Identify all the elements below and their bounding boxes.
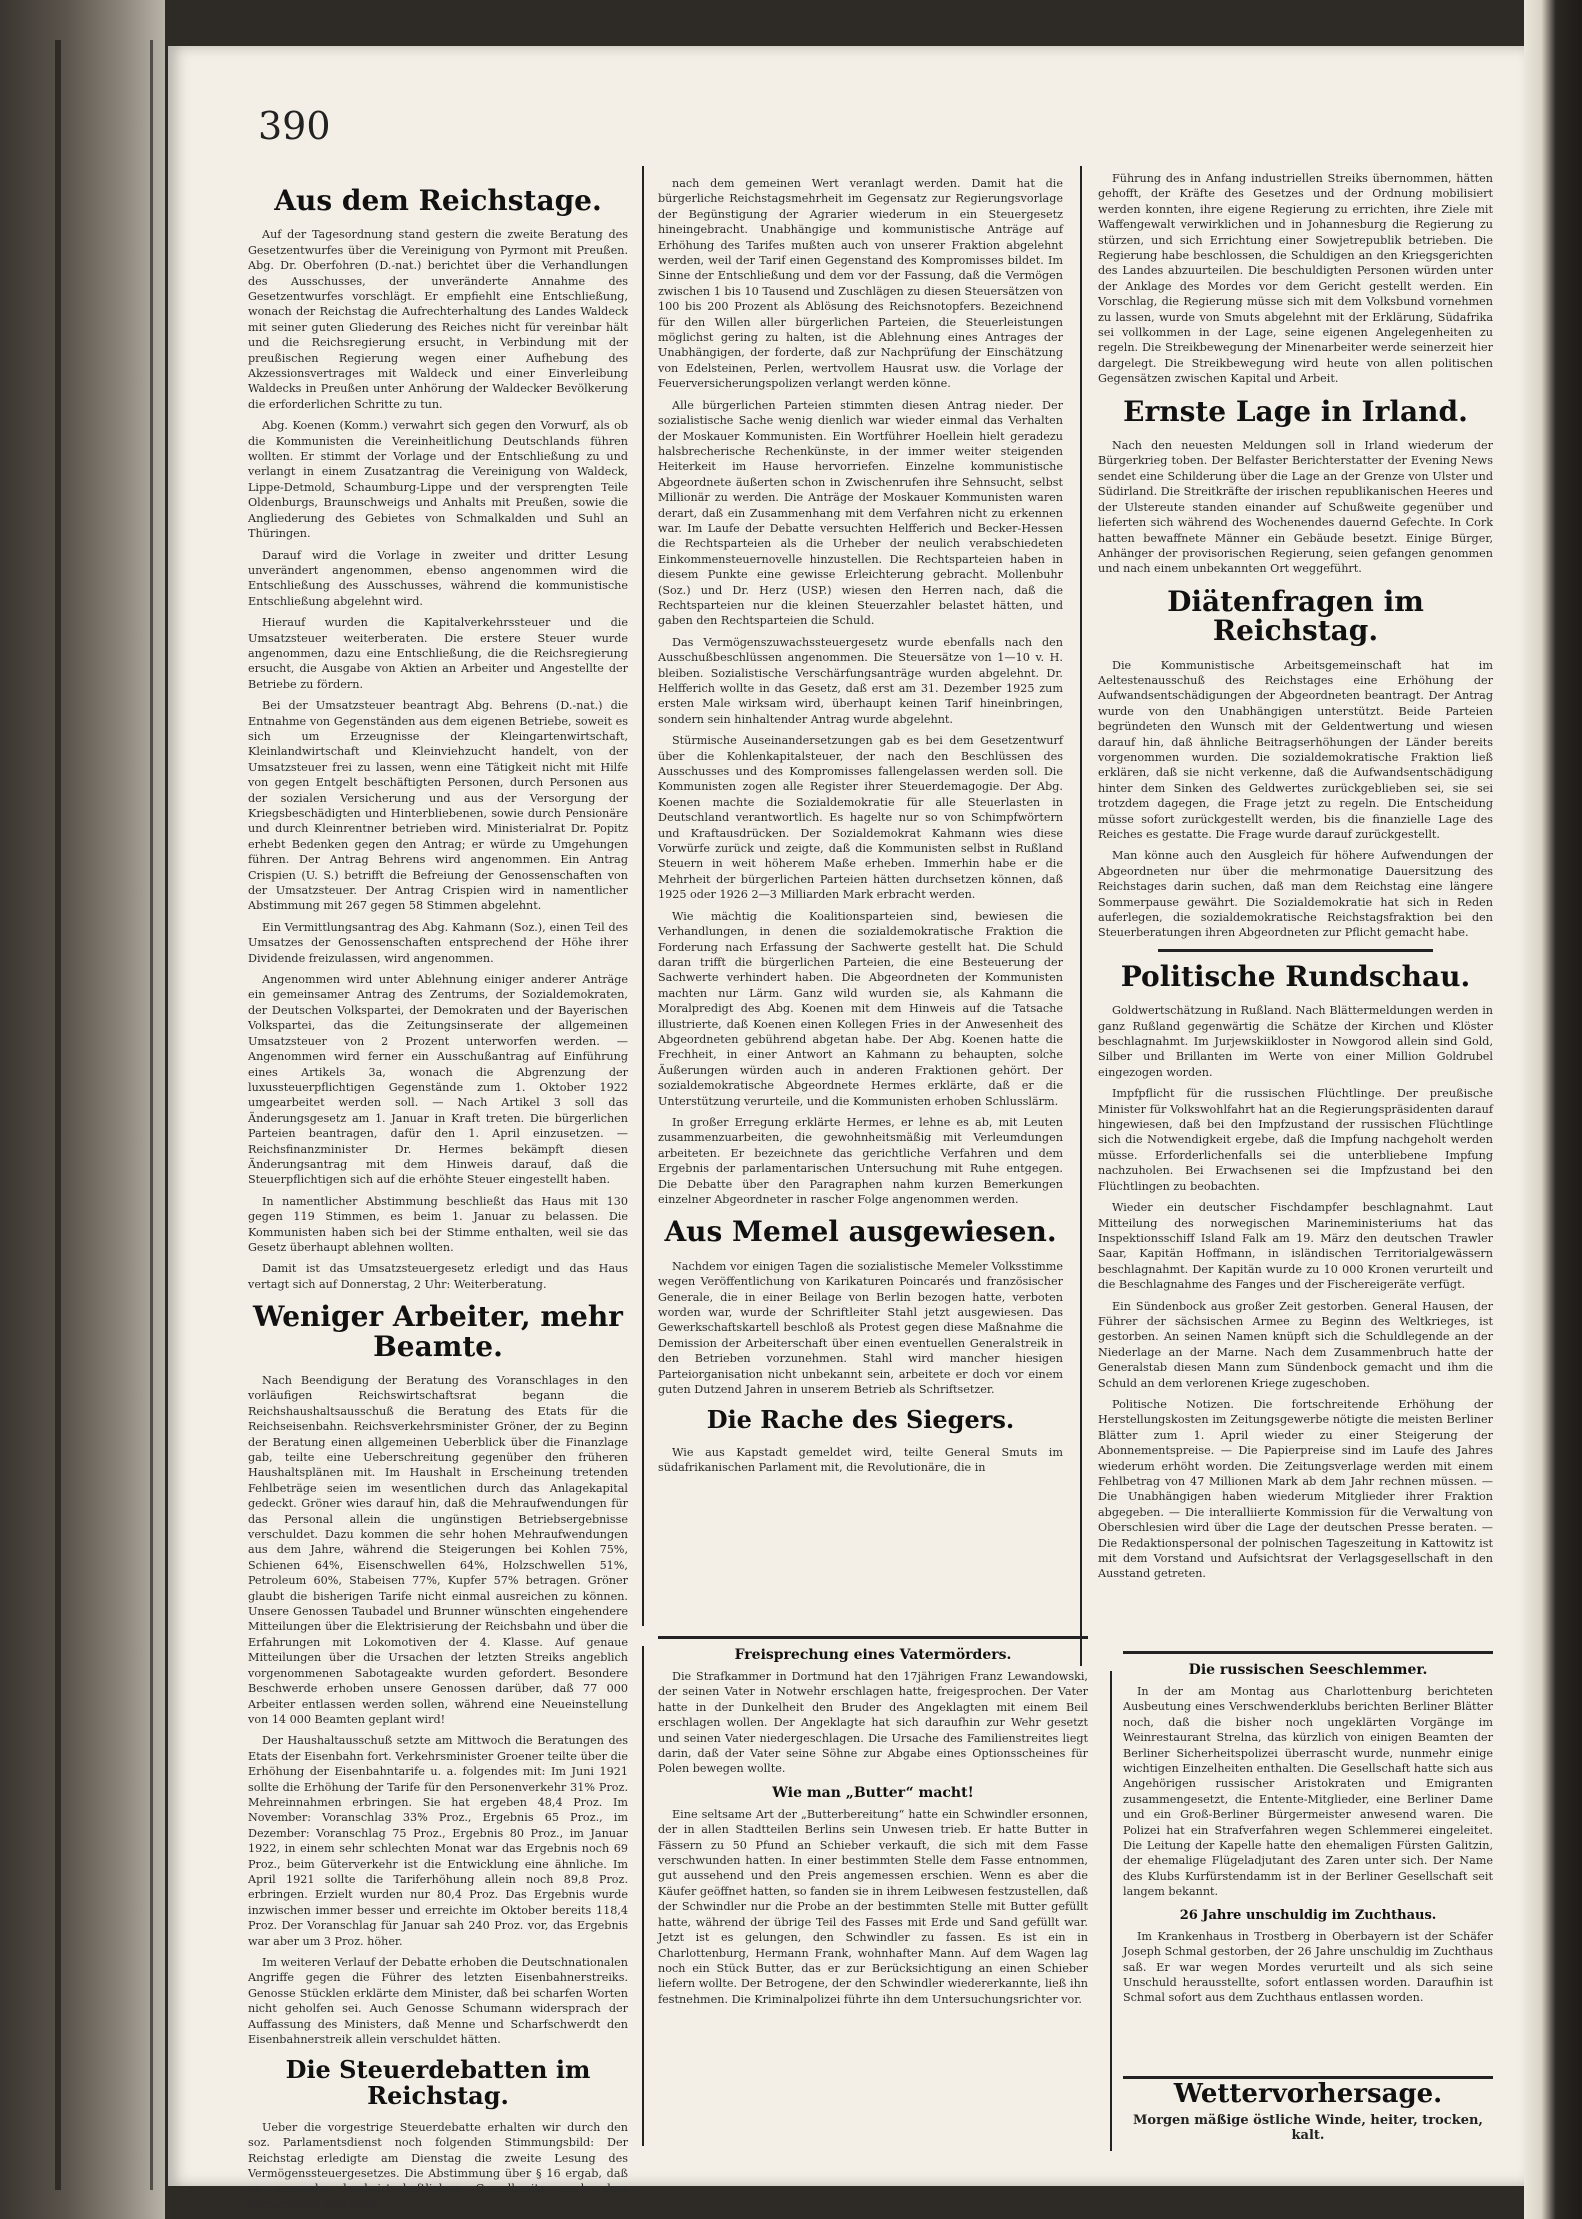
news-item: Goldwertschätzung in Rußland. Nach Blättermeldungen werden in ganz Rußland gegenwärtig die Schätze der Kirchen und Klöster beschlagnahmt. Im Jurjewskiikloster in Nowgorod allein sind Gold, Silber und Brillanten im Werte von einer Million Goldrubel eingezogen worden. bbox=[1098, 1004, 1493, 1079]
article-text: Nach Beendigung der Beratung des Voranschlages in den vorläufigen Reichswirtschaftsrat begann die Reichshaushaltsausschuß die Beratung des Etats für die Reichseisenbahn. Reichsverkehrsminister Gröner, der zu Beginn der Beratung einen allgemeinen Ueberblick über die Finanzlage gab, teilte eine Ueberschreitung gegenüber den früheren Haushaltsplänen mit. Im Haushalt in Erscheinung tretenden Fehlbeträge seien im wesentlichen durch das Anlagekapital gedeckt. Gröner wies darauf hin, daß die Mehraufwendungen für das Personal allein die ungünstigen Betriebsergebnisse verschuldet. Dazu kommen die sehr hohen Mehraufwendungen aus dem Jahre, während die Steigerungen bei Kohlen 75%, Schienen 64%, Eisenschwellen 64%, Holzschwellen 51%, Petroleum 60%, Stabeisen 77%, Kupfer 57% betragen. Gröner glaubt die bisherigen Tarife nicht einmal ausreichen zu können. Unsere Genossen Taubadel und Brunner wünschten eingehendere Mitteilungen über die Elektrisierung der Reichsbahn und über die Erfahrungen mit Lokomotiven der 4. Klasse. Auf genaue Mitteilungen über die Ursachen der letzten Streiks angeblich vorgenommenen Sabotageakte wurden gefordert. Besondere Beschwerde erhoben unsere Genossen darüber, daß 77 000 Arbeiter entlassen werden sollen, während eine Neueinstellung von 14 000 Beamten geplant wird! bbox=[248, 1373, 628, 1726]
article-text: Nachdem vor einigen Tagen die sozialistische Memeler Volksstimme wegen Veröffentlichung von Karikaturen Poincarés und französischer Generale, die in einer Beilage von Berlin bezogen hatte, verboten worden war, wurde der Schriftleiter Stahl jetzt ausgewiesen. Das Gewerkschaftskartell beschloß als Protest gegen diese Maßnahme die Demission der Arbeiterschaft über einen eventuellen Generalstreik in den Betrieben vorzunehmen. Stahl wird mancher hiesigen Parteiorganisation nicht unbekannt sein, arbeitete er doch vor einem guten Dutzend Jahren in unserem Betrieb als Schriftsetzer. bbox=[658, 1259, 1063, 1397]
article-text: Auf der Tagesordnung stand gestern die zweite Beratung des Gesetzentwurfes über die Vereinigung von Pyrmont mit Preußen. Abg. Dr. Oberfohren (D.-nat.) berichtet über die Verhandlungen des Ausschusses, der unveränderte Annahme des Gesetzentwurfes vorschlägt. Er empfiehlt eine Entschließung, wonach der Reichstag die Aufrechterhaltung des Landes Waldeck mit seiner guten Gliederung des Reiches nicht für vereinbar hält und die Reichsregierung ersucht, in Verbindung mit der preußischen Regierung wegen einer Aufhebung des Akzessionsvertrages mit Waldeck und einer Einverleibung Waldecks in Preußen unter Anhörung der Waldecker Bevölkerung die erforderlichen Schritte zu tun. bbox=[248, 228, 628, 411]
article-text: Angenommen wird unter Ablehnung einiger anderer Anträge ein gemeinsamer Antrag des Zentrums, der Sozialdemokraten, der Deutschen Volkspartei, der Demokraten und der Bayerischen Volkspartei, das die Zeitungsinserate der allgemeinen Umsatzsteuer von 2 Prozent unterworfen werden. — Angenommen wird ferner ein Ausschußantrag auf Einführung eines Artikels 3a, wonach die Abgrenzung der luxussteuerpflichtigen Gegenstände zum 1. Oktober 1922 umgearbeitet werden soll. — Nach Artikel 3 soll das Änderungsgesetz am 1. Januar in Kraft treten. Die bürgerlichen Parteien beantragen, dafür den 1. April einzusetzen. — Reichsfinanzminister Dr. Hermes bekämpft diesen Änderungsantrag mit dem Hinweis darauf, daß die Steuerpflichtigen sich auf die erhöhte Steuer eingestellt haben. bbox=[248, 973, 628, 1187]
news-item: Wieder ein deutscher Fischdampfer beschlagnahmt. Laut Mitteilung des norwegischen Marineministeriums hat das Inspektionsschiff Island Falk am 19. März den deutschen Trawler Saar, Kapitän Hoffmann, in isländischen Territorialgewässern beschlagnahmt. Der Kapitän wurde zu 10 000 Kronen verurteilt und die Beschlagnahme des Fanges und der Fischereigeräte verfügt. bbox=[1098, 1201, 1493, 1292]
article-text: Im weiteren Verlauf der Debatte erhoben die Deutschnationalen Angriffe gegen die Führer des letzten Eisenbahnerstreiks. Genosse Stücklen erklärte dem Minister, daß bei scharfen Worten nicht geholfen sei. Auch Genosse Schumann widersprach der Auffassung des Ministers, daß Menne und Scharfschwerdt den Eisenbahnerstreik allein verschuldet hätten. bbox=[248, 1956, 628, 2047]
boxed-article-vatermoerder bbox=[658, 1636, 1088, 2139]
sub-headline: 26 Jahre unschuldig im Zuchthaus. bbox=[1179, 1907, 1437, 1923]
binding-line bbox=[55, 40, 61, 2190]
article-text: Ueber die vorgestrige Steuerdebatte erhalten wir durch den soz. Parlamentsdienst noch folgenden Stimmungsbild: Der Reichstag erledigte am Dienstag die zweite Lesung des Vermögenssteuergesetzes. Die Abstimmung über § 16 ergab, daß es nunmehr landwirtschaftlichen Grundbesitz nach dem Ertragswert, und nicht bbox=[248, 2120, 628, 2211]
newspaper-page bbox=[168, 46, 1524, 2211]
page-edge bbox=[1524, 0, 1582, 2219]
article-text: Die Kommunistische Arbeitsgemeinschaft hat im Aeltestenausschuß des Reichstages eine Erhöhung der Aufwandsentschädigungen der Abgeordneten beantragt. Der Antrag wurde von den Unabhängigen unterstützt. Beide Parteien begründeten den Wunsch mit der Geldentwertung und wiesen darauf hin, daß ähnliche Beitragserhöhungen der Länder bereits vorgenommen wurden. Die sozialdemokratische Fraktion ließ erklären, daß sie nicht verkenne, daß die Aufwandsentschädigung hinter dem Sinken des Geldwertes zurückgeblieben sei, sie sei trotzdem dagegen, die Frage jetzt zu regeln. Die Entscheidung müsse sofort zurückgestellt werden, bis die finanzielle Lage des Reiches es gestatte. Die Frage wurde darauf zurückgestellt. bbox=[1098, 658, 1493, 841]
headline-diaeten: Diätenfragen im Reichstag. bbox=[1167, 584, 1424, 648]
column-rule bbox=[642, 166, 644, 1626]
page-number: 390 bbox=[258, 104, 331, 148]
binding-line bbox=[150, 40, 153, 2190]
headline-irland: Ernste Lage in Irland. bbox=[1123, 394, 1468, 428]
weather-headline: Wettervorhersage. bbox=[1173, 2079, 1443, 2109]
weather-text: Morgen mäßige östliche Winde, heiter, trocken, kalt. bbox=[1133, 2113, 1483, 2143]
article-text: Damit ist das Umsatzsteuergesetz erledigt und das Haus vertagt sich auf Donnerstag, 2 Uhr: Weiterberatung. bbox=[248, 1262, 628, 1291]
article-text: Abg. Koenen (Komm.) verwahrt sich gegen den Vorwurf, als ob die Kommunisten die Vereinheitlichung Deutschlands führen wollten. Er stimmt der Vorlage und der Entschließung zu und verlangt in einem Zusatzantrag die Vereinigung von Waldeck, Lippe-Detmold, Schaumburg-Lippe und der versprengten Teile Oldenburgs, Braunschweigs und Anhalts mit Preußen, sowie die Angliederung des Gebietes von Schmalkalden und Suhl an Thüringen. bbox=[248, 419, 628, 541]
column-rule bbox=[642, 1646, 644, 2146]
news-item: Impfpflicht für die russischen Flüchtlinge. Der preußische Minister für Volkswohlfahrt hat an die Regierungspräsidenten darauf hingewiesen, daß bei den Impfzustand der russischen Flüchtlinge sich die Notwendigkeit ergebe, daß die Impfung nachgeholt werden müsse. Erforderlichenfalls sei die unterbliebene Impfung nachzuholen. Bei Erwachsenen sei die Impfzustand bei den Flüchtlingen zu beobachten. bbox=[1098, 1087, 1493, 1193]
boxed-headline: Freisprechung eines Vatermörders. bbox=[734, 1647, 1012, 1663]
article-text: Führung des in Anfang industriellen Streiks übernommen, hätten gehofft, der Kräfte des Gesetzes und der Ordnung mobilisiert werden konnten, ihre eigene Regierung zu errichten, ihre Ziele mit Waffengewalt verwirklichen und in Johannesburg die Regierung zu stürzen, und sich Errichtung einer Sowjetrepublik betrieben. Die Regierung habe beschlossen, die Schuldigen an den Kriegsgerichten des Landes abzuurteilen. Die beschuldigten Personen würden unter der Anklage des Mordes vor dem Gericht gestellt werden. Ein Vorschlag, die Regierung müsse sich mit dem Volksbund vornehmen zu lassen, wurde von Smuts abgelehnt mit der Erklärung, Südafrika sei vollkommen in der Lage, seine eigenen Angelegenheiten zu regeln. Die Streikbewegung der Minenarbeiter werde seinerzeit hier dargelegt. Die Streikbewegung wird heute von allen politischen Gegensätzen zwischen Kapital und Arbeit. bbox=[1098, 172, 1493, 386]
article-text: In namentlicher Abstimmung beschließt das Haus mit 130 gegen 119 Stimmen, es beim 1. Januar zu belassen. Die Kommunisten haben sich bei der Stimme enthalten, weil sie das Gesetz überhaupt ablehnen wollten. bbox=[248, 1194, 628, 1254]
boxed-article-seeschlemmer bbox=[1123, 1651, 1493, 2034]
article-text: Eine seltsame Art der „Butterbereitung“ hatte ein Schwindler ersonnen, der in allen Stadtteilen Berlins sein Unwesen trieb. Er hatte Butter in Fässern zu 50 Pfund an Schieber verkauft, die sich mit dem Fasse verschwunden hatten. In einer bestimmten Stelle dem Fasse entnommen, gut aussehend und den Preis angemessen erschien. Wenn es aber die Käufer geöffnet hatten, so fanden sie in ihrem Leibwesen festzustellen, daß der Schwindler nur die Probe an der bestimmten Stelle mit Butter gefüllt hatte, während der übrige Teil des Fasses mit Erde und Sand gefüllt war. Jetzt ist es gelungen, den Schwindler zu fassen. Es ist ein in Charlottenburg, Hermann Frank, wohnhafter Mann. Auf dem Wagen lag noch ein Stück Butter, das er zur Berücksichtigung an einen Schieber liefern wollte. Der Betrogene, der den Schwindler wiedererkannte, ließ ihn festnehmen. Die Kriminalpolizei führte ihn dem Untersuchungsrichter vor. bbox=[658, 1807, 1088, 2006]
article-text: Hierauf wurden die Kapitalverkehrssteuer und die Umsatzsteuer weiterberaten. Die erstere Steuer wurde angenommen, dazu eine Entschließung, die die Reichsregierung ersucht, die Ausgabe von Aktien an Arbeiter und Angestellte der Betriebe zu fördern. bbox=[248, 616, 628, 691]
article-text: In der am Montag aus Charlottenburg berichteten Ausbeutung eines Verschwenderklubs berichten Berliner Blätter noch, daß die bisher noch ungeklärten Vorgänge im Weinrestaurant Strelna, das kürzlich von einigen Beamten der Berliner Sicherheitspolizei überrascht wurde, nunmehr einige wichtigen Einzelheiten enthalten. Die Gesellschaft hatte sich aus Angehörigen russischer Aristokraten und Emigranten zusammengesetzt, die Entente-Mitglieder, eine Berliner Dame und ein Groß-Berliner Bürgermeister anwesend waren. Die Polizei hat ein Strafverfahren wegen Schlemmerei eingeleitet. Die Leitung der Kapelle hatte den ehemaligen Fürsten Galitzin, der ehemalige Flügeladjutant des Zaren unter sich. Der Name des Klubs Kurfürstendamm ist in der Berliner Gesellschaft seit langem bekannt. bbox=[1123, 1685, 1493, 1899]
boxed-headline: Wie man „Butter“ macht! bbox=[772, 1784, 974, 1801]
headline-memel: Aus Memel ausgewiesen. bbox=[664, 1215, 1057, 1249]
article-text: Stürmische Auseinandersetzungen gab es bei dem Gesetzentwurf über die Kohlenkapitalsteuer, der nach den Beschlüssen des Ausschusses und des Kompromisses fallengelassen werden soll. Die Kommunisten zogen alle Register ihrer Steuerdemagogie. Der Abg. Koenen machte die Sozialdemokratie für alle Steuerlasten in Deutschland verantwortlich. Es hagelte nur so von Schimpfwörtern und Kraftausdrücken. Der Sozialdemokrat Kahmann wies diese Vorwürfe zurück und zeigte, daß die Kommunisten selbst in Rußland Steuern in weit höherem Maße erheben. Immerhin habe er die Mehrheit der bürgerlichen Parteien hätten durchsetzen können, daß 1925 oder 1926 2—3 Milliarden Mark erbracht werden. bbox=[658, 734, 1063, 902]
headline-rache: Die Rache des Siegers. bbox=[706, 1405, 1015, 1435]
column-rule bbox=[1110, 1671, 1112, 2151]
headline-steuerdebatten: Die Steuerdebatten im Reichstag. bbox=[285, 2055, 591, 2110]
article-text: Im Krankenhaus in Trostberg in Oberbayern ist der Schäfer Joseph Schmal gestorben, der 26 Jahre unschuldig im Zuchthaus saß. Er war wegen Mordes verurteilt und als sich seine Unschuld herausstellte, sofort entlassen worden. Daraufhin ist Schmal sofort aus dem Zuchthaus entlassen worden. bbox=[1123, 1929, 1493, 2005]
weather-forecast bbox=[1123, 2076, 1493, 2174]
column-rule bbox=[1080, 166, 1082, 1666]
book-binding bbox=[0, 0, 165, 2219]
headline-rundschau: Politische Rundschau. bbox=[1120, 959, 1471, 993]
news-item: Politische Notizen. Die fortschreitende Erhöhung der Herstellungskosten im Zeitungsgewerbe nötigte die meisten Berliner Blätter zum 1. April wieder zu einer Steigerung der Abonnementspreise. — Die Papierpreise sind im Laufe des Jahres wiederum erhöht worden. Die Zeitungsverlage werden mit einem Fehlbetrag von 47 Millionen Mark ab dem Jahr rechnen müssen. — Die Unabhängigen haben wiederum Mitglieder ihrer Fraktion abgegeben. — Die interalliierte Kommission für die Verwaltung von Oberschlesien wird über die Lage der deutschen Presse beraten. — Die Redaktionspersonal der polnischen Tageszeitung in Kattowitz ist mit dem Vorstand und Aufsichtsrat der Verlagsgesellschaft in den Ausstand getreten. bbox=[1098, 1397, 1493, 1581]
article-text: Man könne auch den Ausgleich für höhere Aufwendungen der Abgeordneten nur über die mehrmonatige Dauersitzung des Reichstages darin suchen, daß man dem Reichstag eine längere Sommerpause gewährt. Die Sozialdemokratie hat sich in Reden auferlegen, die sozialdemokratische Reichstagsfraktion bei den Steuerberatungen ihren Abgeordneten zur Pflicht gemacht habe. bbox=[1098, 849, 1493, 940]
column-3 bbox=[1098, 171, 1493, 1631]
article-text: Der Haushaltausschuß setzte am Mittwoch die Beratungen des Etats der Eisenbahn fort. Verkehrsminister Groener teilte über die Erhöhung der Eisenbahntarife u. a. folgendes mit: Im Juni 1921 sollte die Erhöhung der Tarife für den Personenverkehr 31% Proz. Mehreinnahmen erbringen. Sie hat ergeben 48,4 Proz. Im November: Voranschlag 33% Proz., Ergebnis 65 Proz., im Dezember: Voranschlag 75 Proz., Ergebnis 80 Proz., im Januar 1922, in einem sehr schlechten Monat war das Ergebnis noch 69 Proz., beim Güterverkehr ist die Entwicklung eine ähnliche. Im April 1921 sollte die Tariferhöhung allein noch 89,8 Proz. erbringen. Erzielt wurden nur 80,4 Proz. Das Ergebnis wurde inzwischen immer besser und erreichte im Oktober bereits 118,4 Proz. Der Voranschlag für Januar sah 240 Proz. vor, das Ergebnis war aber um 3 Proz. höher. bbox=[248, 1734, 628, 1948]
article-text: Bei der Umsatzsteuer beantragt Abg. Behrens (D.-nat.) die Entnahme von Gegenständen aus dem eigenen Betriebe, soweit es sich um Erzeugnisse der Kleingartenwirtschaft, Kleinlandwirtschaft und Kleinviehzucht handelt, von der Umsatzsteuer frei zu lassen, wenn eine Tätigkeit nicht mit Hilfe von gegen Entgelt beschäftigten Personen, durch Personen aus der sozialen Versicherung und aus der Versorgung der Kriegsbeschädigten und Hinterbliebenen, sowie durch Pensionäre und durch Kleinrentner betrieben wird. Ministerialrat Dr. Popitz erhebt Bedenken gegen den Antrag; er würde zu Umgehungen führen. Der Antrag Behrens wird angenommen. Ein Antrag Crispien (U. S.) betrifft die Befreiung der Genossenschaften von der Umsatzsteuer. Der Antrag Crispien wird in namentlicher Abstimmung mit 267 gegen 58 Stimmen abgelehnt. bbox=[248, 699, 628, 913]
column-2 bbox=[658, 176, 1063, 1646]
article-text: Nach den neuesten Meldungen soll in Irland wiederum der Bürgerkrieg toben. Der Belfaster Berichterstatter der Evening News sendet eine Schilderung über die Lage an der Grenze von Ulster und Südirland. Die Streitkräfte der irischen republikanischen Heeres und der Ulstereute standen einander auf Schußweite gegenüber und lieferten sich während des Wochenendes dauernd Gefechte. In Cork hatten bewaffnete Männer ein Gebäude besetzt. Einige Bürger, Anhänger der provisorischen Regierung, seien gefangen genommen und nach einem unbekannten Ort weggeführt. bbox=[1098, 439, 1493, 576]
article-text: Das Vermögenszuwachssteuergesetz wurde ebenfalls nach den Ausschußbeschlüssen angenommen. Die Steuersätze von 1—10 v. H. bleiben. Sozialistische Verschärfungsanträge wurden abgelehnt. Dr. Helfferich wollte in das Gesetz, daß erst am 31. Dezember 1925 zum ersten Male wirksam wird, überhaupt keinen Tarif hineinbringen, sondern sein hinhaltender Antrag wurde abgelehnt. bbox=[658, 635, 1063, 726]
headline-reichstag: Aus dem Reichstage. bbox=[274, 184, 602, 217]
boxed-headline: Die russischen Seeschlemmer. bbox=[1188, 1662, 1428, 1678]
article-text: Alle bürgerlichen Parteien stimmten diesen Antrag nieder. Der sozialistische Sache wenig dienlich war wieder einmal das Verhalten der Moskauer Kommunisten. Ein Wortführer Hoellein hielt geradezu halsbrecherische Rechenkünste, in der immer weiter steigenden Heiterkeit im Hause hervorriefen. Einzelne kommunistische Abgeordnete äußerten schon in Zwischenrufen ihre Sehnsucht, selbst Millionär zu werden. Die Anträge der Moskauer Kommunisten waren derart, daß ein Zusammenhang mit dem Verfahren nicht zu erkennen war. Im Laufe der Debatte versuchten Helfferich und Becker-Hessen die Rechtsparteien als die Urheber der neulich verabschiedeten Einkommensteuernovelle hinzustellen. Die Rechtsparteien haben in diesem Punkte eine gewisse Erleichterung gebracht. Mollenbuhr (Soz.) und Dr. Herz (USP.) wiesen den Herren nach, daß die Rechtsparteien nur die kleinen Steuerzahler belastet hätten, und gaben den Rechtsparteien die Schuld. bbox=[658, 398, 1063, 628]
article-text: Darauf wird die Vorlage in zweiter und dritter Lesung unverändert angenommen, ebenso angenommen wird die Entschließung des Ausschusses, während die kommunistische Entschließung abgelehnt wird. bbox=[248, 548, 628, 608]
column-1 bbox=[248, 176, 628, 2211]
news-item: Ein Sündenbock aus großer Zeit gestorben. General Hausen, der Führer der sächsischen Armee zu Beginn des Weltkrieges, ist gestorben. An seinen Namen knüpft sich die Schuldlegende an der Niederlage an der Marne. Nach dem Zusammenbruch hatte der Generalstab diesen Mann zum Sündenbock gemacht und ihm die Schuld an dem verlorenen Kriege zugeschoben. bbox=[1098, 1299, 1493, 1390]
article-text: Die Strafkammer in Dortmund hat den 17jährigen Franz Lewandowski, der seinen Vater in Notwehr erschlagen hatte, freigesprochen. Der Vater hatte in der Dunkelheit den Bruder des Angeklagten mit einem Beil erschlagen wollen. Der Angeklagte hat sich daraufhin zur Wehr gesetzt und seinen Vater niedergeschlagen. Die Ursache des Familienstreites liegt darin, daß der Vater seine Söhne zur Abgabe eines Optionsscheines für Polen bewegen wollte. bbox=[658, 1670, 1088, 1776]
article-text: In großer Erregung erklärte Hermes, er lehne es ab, mit Leuten zusammenzuarbeiten, die gewohnheitsmäßig mit Verleumdungen arbeiteten. Er bezeichnete das gerichtliche Verfahren und dem Ergebnis der parlamentarischen Untersuchung mit Ruhe entgegen. Die Debatte über den Paragraphen nahm kurzen Bemerkungen einzelner Abgeordneter in rascher Folge angenommen werden. bbox=[658, 1115, 1063, 1206]
article-text: Ein Vermittlungsantrag des Abg. Kahmann (Soz.), einen Teil des Umsatzes der Genossenschaften entsprechend der Höhe ihrer Dividende freizulassen, wird angenommen. bbox=[248, 920, 628, 965]
article-text: Wie mächtig die Koalitionsparteien sind, bewiesen die Verhandlungen, in denen die sozialdemokratische Fraktion die Forderung nach Erfassung der Sachwerte gestellt hat. Die Schuld daran trifft die bürgerlichen Parteien, die eine Besteuerung der Sachwerte verhindert haben. Die Abgeordneten der Kommunisten machten nur Lärm. Ganz wild wurden sie, als Kahmann die Moralpredigt des Abg. Koenen mit dem Hinweis auf die Tatsache illustrierte, daß Koenen einen Kollegen Fries in der Anwesenheit des Abgeordneten gebührend abgetan habe. Der Abg. Koenen hatte die Frechheit, in einer Antwort an Kahmann zu behaupten, solche Äußerungen würden auch in anderen Fraktionen gehört. Der sozialdemokratische Abgeordnete Hermes erklärte, daß er die Unterstützung verurteile, und die Kommunisten erhoben Schlusslärm. bbox=[658, 909, 1063, 1108]
section-rule bbox=[1158, 949, 1433, 952]
article-text: nach dem gemeinen Wert veranlagt werden. Damit hat die bürgerliche Reichstagsmehrheit im Gegensatz zur Regierungsvorlage der Begünstigung der Agrarier wiederum in ein Steuergesetz hineingebracht. Unabhängige und kommunistische Anträge auf Erhöhung des Tarifes mußten auch von unserer Fraktion abgelehnt werden, weil der Tarif einen Gegenstand des Kompromisses bildet. Im Sinne der Entschließung und dem vor der Fassung, daß die Vermögen zwischen 1 bis 10 Tausend und Zuschlägen zu diesen Steuersätzen von 100 bis 200 Prozent als Ablösung des Reichsnotopfers. Bezeichnend für den Willen aller bürgerlichen Parteien, die Steuerleistungen möglichst gering zu halten, ist die Ablehnung eines Antrages der Unabhängigen, der forderte, daß zur Nachprüfung der Einschätzung von Edelsteinen, Perlen, wertvollem Hausrat usw. die Vorlage der Feuerversicherungspolizen verlangt werden könne. bbox=[658, 177, 1063, 391]
headline-beamte: Weniger Arbeiter, mehr Beamte. bbox=[253, 1300, 623, 1363]
article-text: Wie aus Kapstadt gemeldet wird, teilte General Smuts im südafrikanischen Parlament mit, die Revolutionäre, die in bbox=[658, 1445, 1063, 1475]
